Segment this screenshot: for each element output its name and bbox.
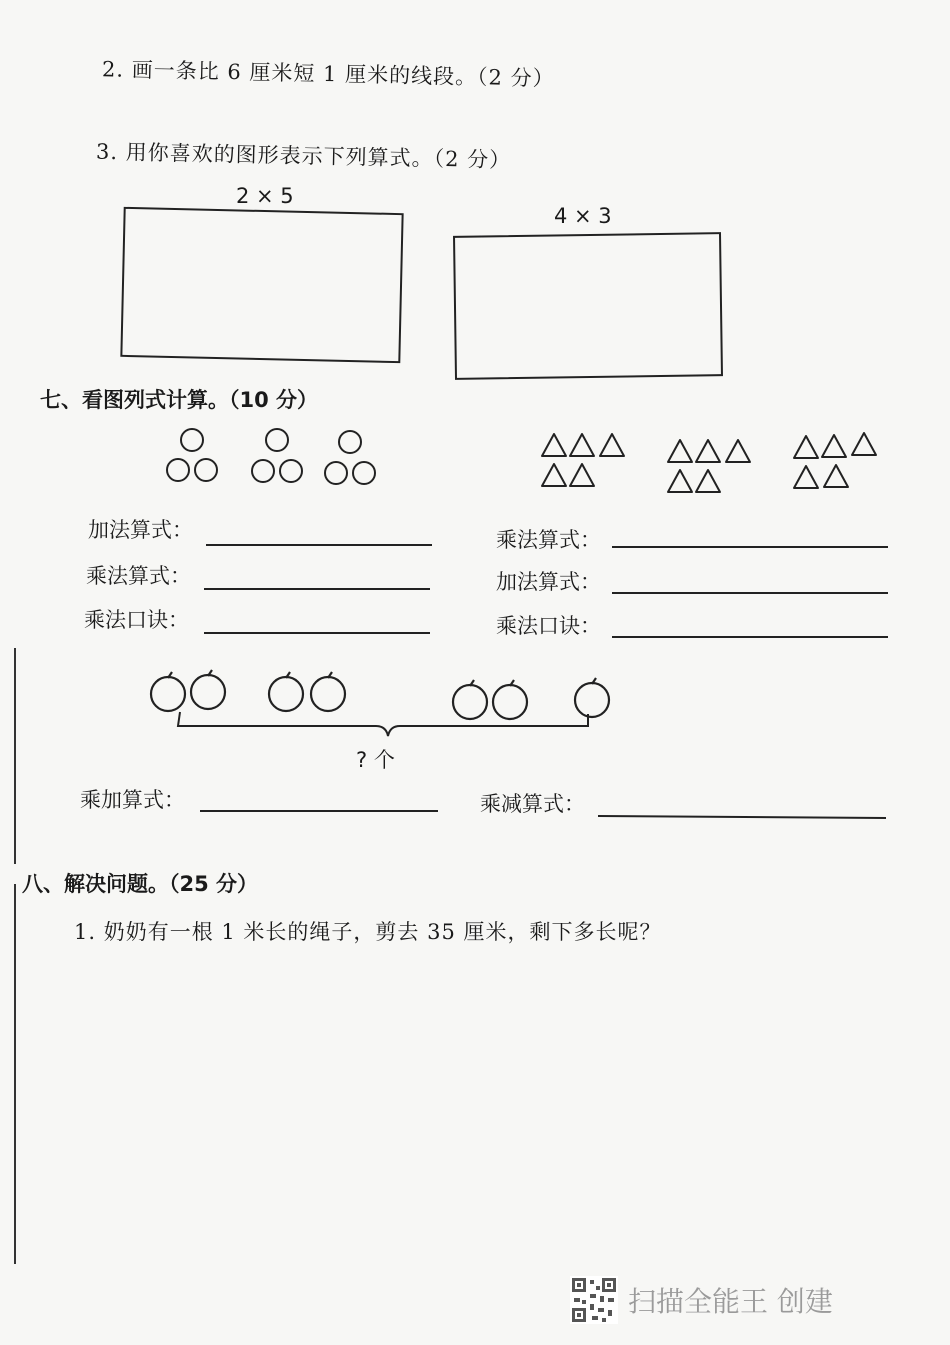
circle <box>181 429 203 451</box>
answer-line-multiplication-right[interactable] <box>612 546 888 548</box>
expr-2x5: 2 × 5 <box>236 184 294 208</box>
triangle <box>542 464 566 486</box>
label-multiplication-right: 乘法算式： <box>496 528 601 552</box>
drawing-box-left[interactable] <box>120 207 403 363</box>
brace-label: ? 个 <box>356 748 395 772</box>
circle-group-2 <box>252 429 302 482</box>
label-multiplication-left: 乘法算式： <box>86 564 191 588</box>
label-multiply-subtract: 乘减算式： <box>480 792 585 816</box>
label-rhyme-left: 乘法口诀： <box>84 608 189 632</box>
qr-code-icon <box>570 1276 618 1324</box>
answer-line-rhyme-right[interactable] <box>612 636 888 638</box>
question-2: 2. 画一条比 6 厘米短 1 厘米的线段。（2 分） <box>101 57 555 91</box>
triangle <box>824 465 848 487</box>
triangle <box>696 440 720 462</box>
section-8-title: 八、解决问题。（25 分） <box>22 872 259 896</box>
triangle <box>570 434 594 456</box>
circle <box>280 460 302 482</box>
circle-group-1 <box>167 429 217 481</box>
label-addition-left: 加法算式： <box>88 518 193 542</box>
triangle <box>668 470 692 492</box>
triangle <box>794 436 818 458</box>
triangle <box>726 440 750 462</box>
brace <box>178 712 588 736</box>
triangle-group-1 <box>542 434 624 486</box>
answer-line-addition-left[interactable] <box>206 544 432 546</box>
triangle <box>600 434 624 456</box>
triangle <box>542 434 566 456</box>
answer-line-multiplication-left[interactable] <box>204 588 430 590</box>
section-8-question-1: 1. 奶奶有一根 1 米长的绳子，剪去 35 厘米，剩下多长呢？ <box>74 920 662 944</box>
circle <box>266 429 288 451</box>
triangle <box>822 435 846 457</box>
label-addition-right: 加法算式： <box>496 570 601 594</box>
triangle <box>570 464 594 486</box>
circle-group-3 <box>325 431 375 484</box>
triangle-group-2 <box>668 440 750 492</box>
answer-line-addition-right[interactable] <box>612 592 888 594</box>
triangle <box>696 470 720 492</box>
triangle <box>852 433 876 455</box>
answer-line-rhyme-left[interactable] <box>204 632 430 634</box>
answer-line-multiply-add[interactable] <box>200 810 438 812</box>
margin-line-upper <box>14 648 16 864</box>
section-7-title: 七、看图列式计算。（10 分） <box>40 388 319 412</box>
answer-line-multiply-subtract[interactable] <box>598 815 886 819</box>
triangle <box>668 440 692 462</box>
apple-icon <box>269 672 303 711</box>
circle <box>252 460 274 482</box>
apple-icon <box>453 680 487 719</box>
apple-icon <box>493 680 527 719</box>
apple-icon <box>151 672 185 711</box>
label-multiply-add: 乘加算式： <box>80 788 185 812</box>
circle <box>195 459 217 481</box>
triangle-groups <box>538 424 898 504</box>
apple-icon <box>191 670 225 709</box>
drawing-box-right[interactable] <box>453 232 723 380</box>
expr-4x3: 4 × 3 <box>554 204 612 228</box>
footer-watermark: 扫描全能王 创建 <box>628 1285 833 1318</box>
apple-icon <box>575 678 609 717</box>
circle-groups <box>160 424 420 494</box>
question-3: 3. 用你喜欢的图形表示下列算式。（2 分） <box>95 139 512 173</box>
label-rhyme-right: 乘法口诀： <box>496 614 601 638</box>
circle <box>325 462 347 484</box>
apple-row <box>146 670 626 750</box>
margin-line-lower <box>14 884 16 1264</box>
triangle-group-3 <box>794 433 876 488</box>
circle <box>167 459 189 481</box>
triangle <box>794 466 818 488</box>
circle <box>339 431 361 453</box>
apple-icon <box>311 672 345 711</box>
circle <box>353 462 375 484</box>
